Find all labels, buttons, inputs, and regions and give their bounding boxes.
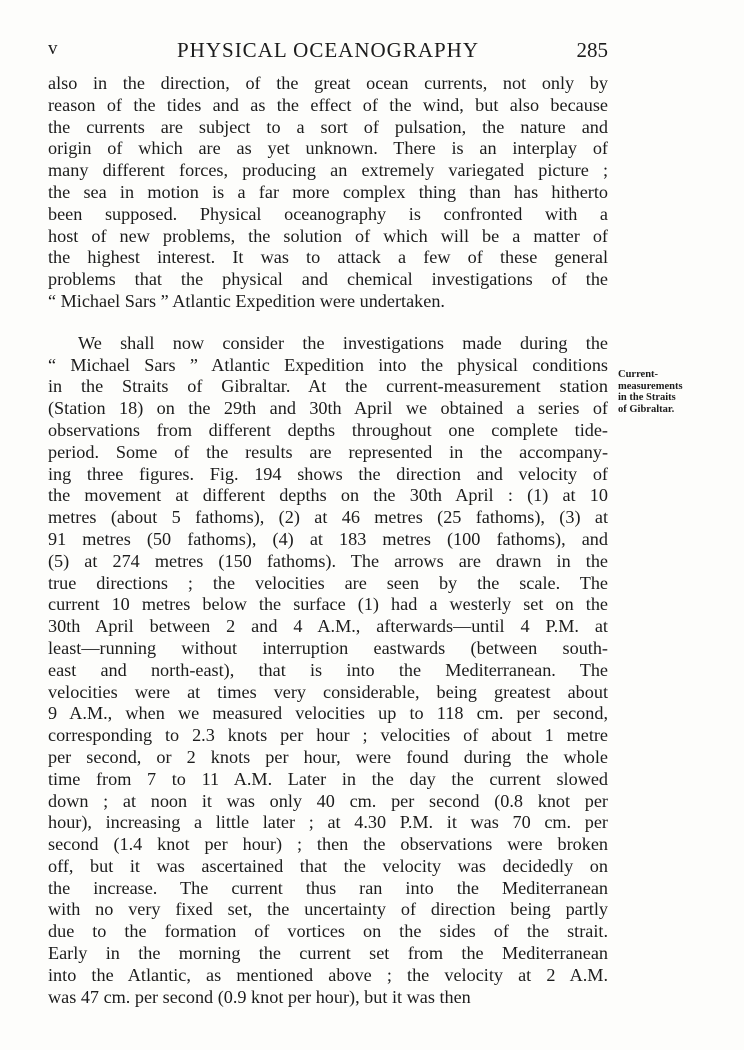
margin-note-line: of Gibraltar. bbox=[618, 403, 675, 415]
text-line: per second, or 2 knots per hour, were found during the whole bbox=[48, 746, 608, 767]
text-line: origin of which are as yet unknown. There is an interplay of bbox=[48, 138, 608, 159]
text-line: the movement at different depths on the 30th April : (1) at 10 bbox=[48, 485, 608, 506]
text-line: problems that the physical and chemical investigations of the bbox=[48, 269, 608, 290]
text-line: the increase. The current thus ran into the Mediterranean bbox=[48, 877, 608, 898]
running-header bbox=[48, 38, 608, 68]
text-line: (Station 18) on the 29th and 30th April we obtained a series of bbox=[48, 398, 608, 419]
paragraph-2 bbox=[48, 333, 608, 1009]
text-line: hour), increasing a little later ; at 4.30 P.M. it was 70 cm. per bbox=[48, 812, 608, 833]
text-line: with no very fixed set, the uncertainty of direction being partly bbox=[48, 899, 608, 920]
text-line: ing three figures. Fig. 194 shows the direction and velocity of bbox=[48, 463, 608, 484]
text-line: current 10 metres below the surface (1) had a westerly set on the bbox=[48, 594, 608, 615]
text-line: second (1.4 knot per hour) ; then the observations were broken bbox=[48, 834, 608, 855]
text-line: off, but it was ascertained that the velocity was decidedly on bbox=[48, 855, 608, 876]
text-line: 91 metres (50 fathoms), (4) at 183 metres (100 fathoms), and bbox=[48, 528, 608, 549]
text-line: in the Straits of Gibraltar. At the current-measurement station bbox=[48, 376, 608, 397]
text-line: true directions ; the velocities are seen by the scale. The bbox=[48, 572, 608, 593]
text-line: into the Atlantic, as mentioned above ; the velocity at 2 A.M. bbox=[48, 964, 608, 985]
text-line: due to the formation of vortices on the sides of the strait. bbox=[48, 921, 608, 942]
text-line: (5) at 274 metres (150 fathoms). The arrows are drawn in the bbox=[48, 550, 608, 571]
text-line: the currents are subject to a sort of pulsation, the nature and bbox=[48, 116, 608, 137]
text-line: “ Michael Sars ” Atlantic Expedition were undertaken. bbox=[48, 290, 445, 311]
text-line: “ Michael Sars ” Atlantic Expedition into the physical conditions bbox=[48, 354, 608, 375]
text-line: down ; at noon it was only 40 cm. per second (0.8 knot per bbox=[48, 790, 608, 811]
text-line: the highest interest. It was to attack a few of these general bbox=[48, 247, 608, 268]
text-line: We shall now consider the investigations made during the bbox=[78, 332, 608, 353]
margin-note-line: in the Straits bbox=[618, 392, 676, 403]
margin-note-line: Current- bbox=[618, 369, 659, 380]
text-line: east and north-east), that is into the Mediterranean. The bbox=[48, 659, 608, 680]
text-line: metres (about 5 fathoms), (2) at 46 metres (25 fathoms), (3) at bbox=[48, 507, 608, 528]
text-line: period. Some of the results are represented in the accompany- bbox=[48, 441, 608, 462]
paragraph-gap bbox=[48, 313, 608, 333]
paragraph-1 bbox=[48, 73, 608, 313]
page-number: 285 bbox=[576, 38, 608, 62]
body-text bbox=[48, 73, 608, 1008]
text-line: time from 7 to 11 A.M. Later in the day the current slowed bbox=[48, 768, 608, 789]
running-title: PHYSICAL OCEANOGRAPHY bbox=[177, 38, 479, 62]
text-line: reason of the tides and as the effect of the wind, but also because bbox=[48, 94, 608, 115]
text-line: observations from different depths throughout one complete tide- bbox=[48, 419, 608, 440]
text-line: velocities were at times very considerable, being greatest about bbox=[48, 681, 608, 702]
text-line: many different forces, producing an extremely variegated picture ; bbox=[48, 160, 608, 181]
text-line: was 47 cm. per second (0.9 knot per hour), but it was then bbox=[48, 986, 471, 1007]
chapter-number: v bbox=[48, 38, 58, 59]
text-line: host of new problems, the solution of which will be a matter of bbox=[48, 225, 608, 246]
text-line: also in the direction, of the great ocean currents, not only by bbox=[48, 73, 608, 93]
text-line: Early in the morning the current set from the Mediterranean bbox=[48, 943, 608, 964]
text-line: been supposed. Physical oceanography is confronted with a bbox=[48, 203, 608, 224]
text-line: 9 A.M., when we measured velocities up to 118 cm. per second, bbox=[48, 703, 608, 724]
text-line: the sea in motion is a far more complex thing than has hitherto bbox=[48, 181, 608, 202]
margin-note bbox=[618, 369, 736, 415]
text-line: least—running without interruption eastwards (between south- bbox=[48, 637, 608, 658]
text-line: 30th April between 2 and 4 A.M., afterwards—until 4 P.M. at bbox=[48, 616, 608, 637]
text-line: corresponding to 2.3 knots per hour ; velocities of about 1 metre bbox=[48, 725, 608, 746]
margin-note-line: measurements bbox=[618, 380, 683, 392]
